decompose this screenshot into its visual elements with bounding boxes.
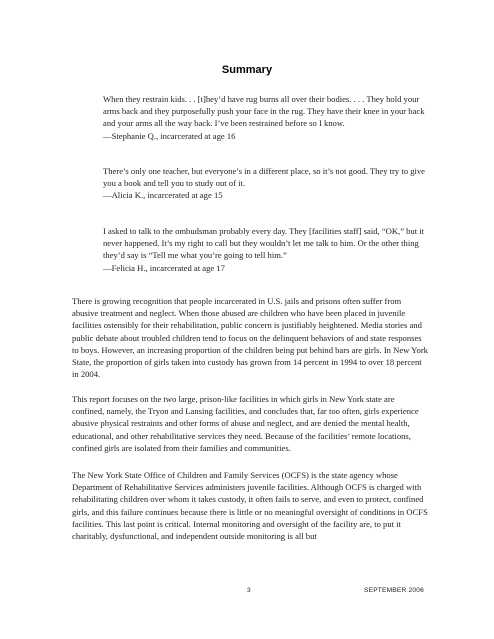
quote-attribution: —Felicia H., incarcerated at age 17 xyxy=(103,262,225,273)
quote-attribution: —Alicia K., incarcerated at age 15 xyxy=(103,190,223,201)
body-paragraph: This report focuses on the two large, prison-like facilities in which girls in New York state are confined, namely, the Tryon and Lansing facilities, and concludes that, far too often, girls experience abusive physical restraints and other forms of abuse and neglect, and are denied the mental health, educational, and other rehabilitative services they need. Because of the facilities’ remote locations, confined girls are isolated from their families and communities. xyxy=(72,394,419,453)
page-title: Summary xyxy=(221,64,273,76)
quote-block xyxy=(103,165,433,202)
quote-block xyxy=(103,225,433,274)
footer-date: SEPTEMBER 2006 xyxy=(364,587,424,594)
quote-text: There’s only one teacher, but everyone’s in a different place, so it’s not good. They try to give you a book and tell you to study out of it. xyxy=(103,166,425,189)
body-paragraph: The New York State Office of Children and Family Services (OCFS) is the state agency whose Department of Rehabilitative Services administers juvenile facilities. Although OCFS is charged with rehabilitating children over whom it takes custody, it often fails to serve, and even to protect, confined girls, and this failure continues because there is little or no meaningful oversight of conditions in OCFS facilities. This last point is critical. Internal monitoring and oversight of the facility are, to put it charitably, dysfunctional, and independent outside monitoring is all but xyxy=(72,470,428,542)
quote-block xyxy=(103,93,433,142)
quote-text: When they restrain kids. . . [t]hey’d have rug burns all over their bodies. . . . They hold your arms back and they purposefully push your face in the rug. They have their knee in your back and your arms all the way back. I’ve been restrained before so I know. xyxy=(103,94,425,129)
body-paragraph: There is growing recognition that people incarcerated in U.S. jails and prisons often suffer from abusive treatment and neglect. When those abused are children who have been placed in juvenile facilities ostensibly for their rehabilitation, public concern is justifiably heightened. Media stories and public debate about troubled children tend to focus on the delinquent behaviors of and state responses to boys. However, an increasing proportion of the children being put behind bars are girls. In New York State, the proportion of girls taken into custody has grown from 14 percent in 1994 to over 18 percent in 2004. xyxy=(72,296,428,380)
quote-text: I asked to talk to the ombudsman probably every day. They [facilities staff] said, “OK,” but it never happened. It’s my right to call but they wouldn’t let me talk to him. Or the other thing they’d say is “Tell me what you’re going to tell him.” xyxy=(103,226,425,261)
page-number: 3 xyxy=(247,587,251,594)
quote-attribution: —Stephanie Q., incarcerated at age 16 xyxy=(103,130,236,141)
